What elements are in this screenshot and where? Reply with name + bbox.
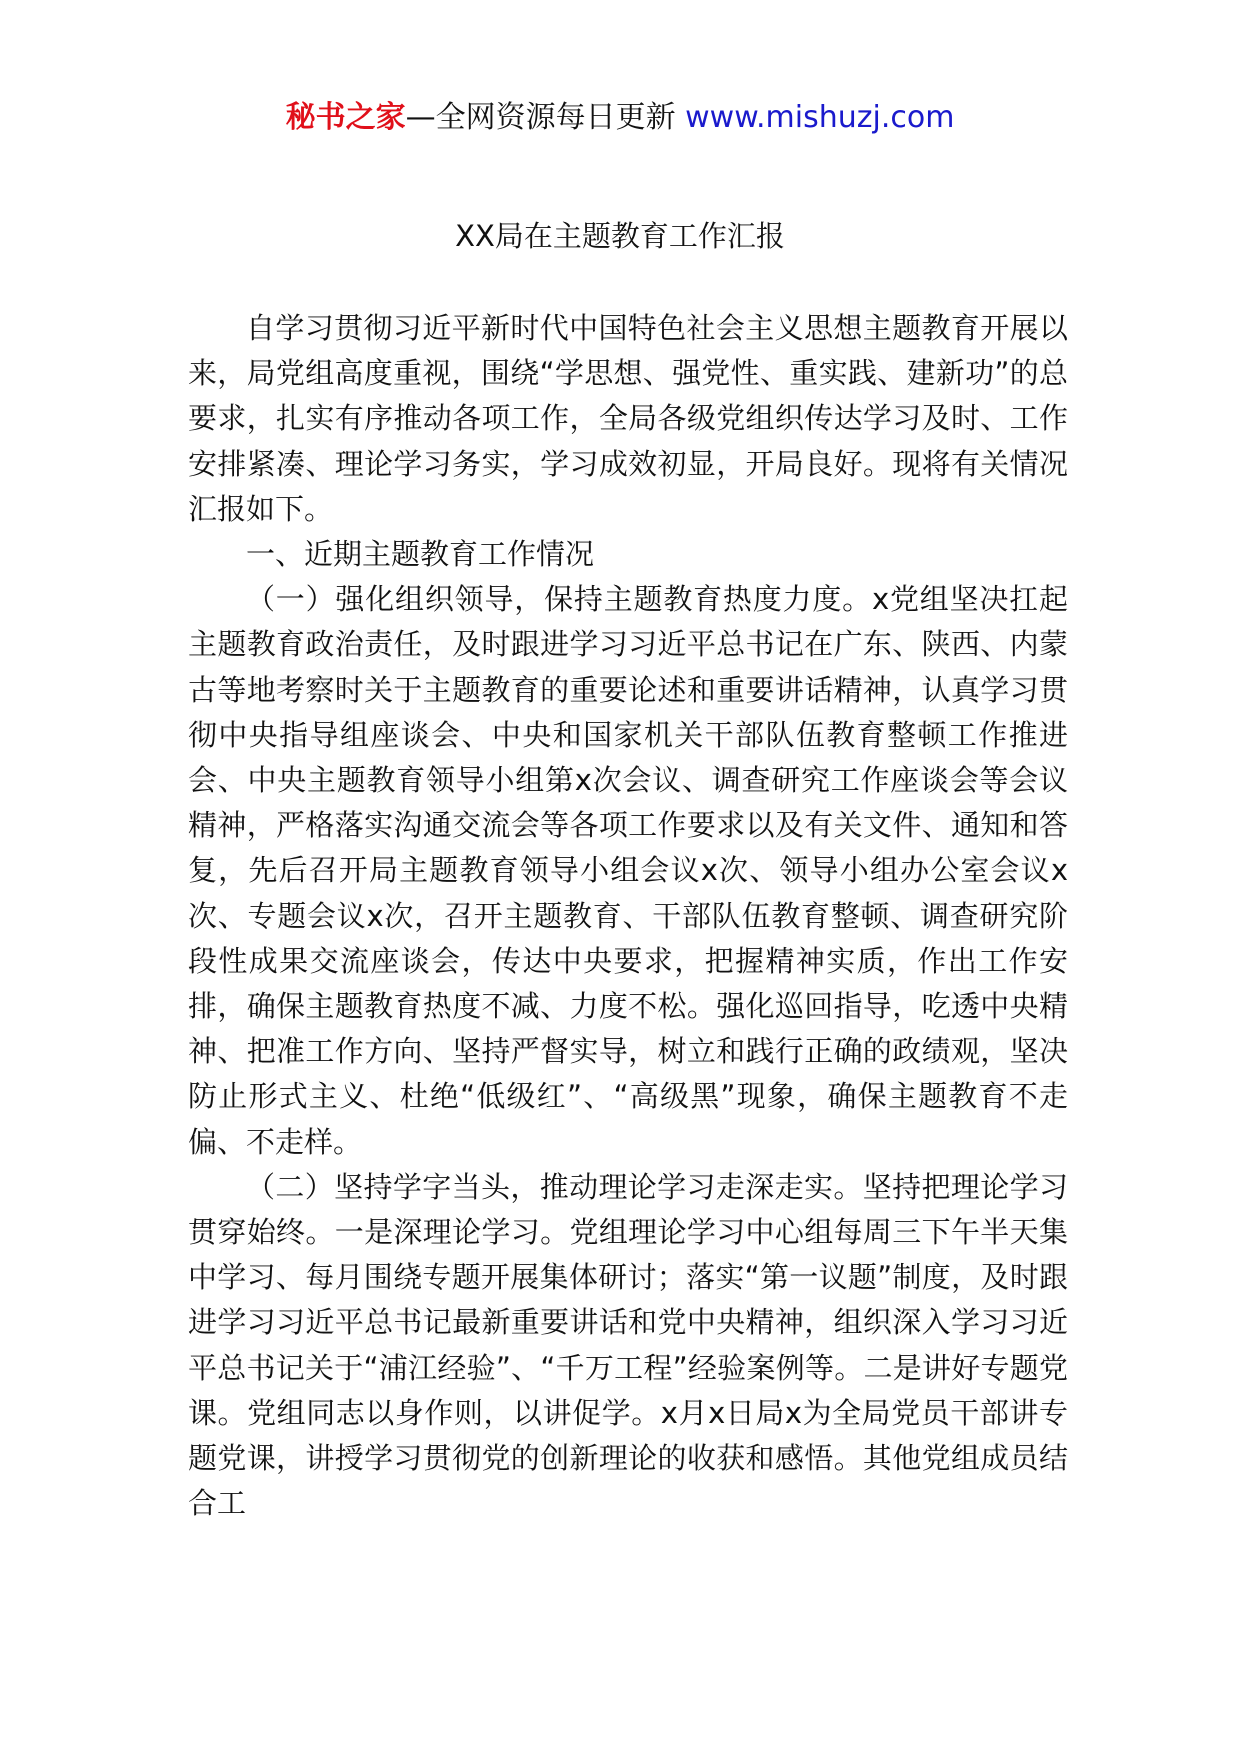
paragraph-organization-leadership: （一）强化组织领导，保持主题教育热度力度。x党组坚决扛起主题教育政治责任，及时跟进学习习近平总书记在广东、陕西、内蒙古等地考察时关于主题教育的重要论述和重要讲话精神，认真学习贯彻中央指导组座谈会、中央和国家机关干部队伍教育整顿工作推进会、中央主题教育领导小组第x次会议、调查研究工作座谈会等会议精神，严格落实沟通交流会等各项工作要求以及有关文件、通知和答复，先后召开局主题教育领导小组会议x次、领导小组办公室会议x次、专题会议x次，召开主题教育、干部队伍教育整顿、调查研究阶段性成果交流座谈会，传达中央要求，把握精神实质，作出工作安排，确保主题教育热度不减、力度不松。强化巡回指导，吃透中央精神、把准工作方向、坚持严督实导，树立和践行正确的政绩观，坚决防止形式主义、杜绝“低级红”、“高级黑”现象，确保主题教育不走偏、不走样。 xyxy=(188,582,1068,1159)
section-heading-1: 一、近期主题教育工作情况 xyxy=(246,537,595,572)
paragraph-intro: 自学习贯彻习近平新时代中国特色社会主义思想主题教育开展以来，局党组高度重视，围绕“学思想、强党性、重实践、建新功”的总要求，扎实有序推动各项工作，全局各级党组织传达学习及时、工作安排紧凑、理论学习务实，学习成效初显，开局良好。现将有关情况汇报如下。 xyxy=(188,311,1068,526)
document-title: XX局在主题教育工作汇报 xyxy=(455,219,785,253)
site-url-link[interactable]: www.mishuzj.com xyxy=(685,100,955,135)
brand-name: 秘书之家 xyxy=(285,100,406,135)
site-header xyxy=(0,98,1240,138)
header-tagline: —全网资源每日更新 xyxy=(405,100,686,135)
paragraph-theory-study: （二）坚持学字当头，推动理论学习走深走实。坚持把理论学习贯穿始终。一是深理论学习。党组理论学习中心组每周三下午半天集中学习、每月围绕专题开展集体研讨；落实“第一议题”制度，及时跟进学习习近平总书记最新重要讲话和党中央精神，组织深入学习习近平总书记关于“浦江经验”、“千万工程”经验案例等。二是讲好专题党课。党组同志以身作则，以讲促学。x月x日局x为全局党员干部讲专题党课，讲授学习贯彻党的创新理论的收获和感悟。其他党组成员结合工 xyxy=(188,1169,1068,1521)
document-body xyxy=(188,306,1068,1526)
